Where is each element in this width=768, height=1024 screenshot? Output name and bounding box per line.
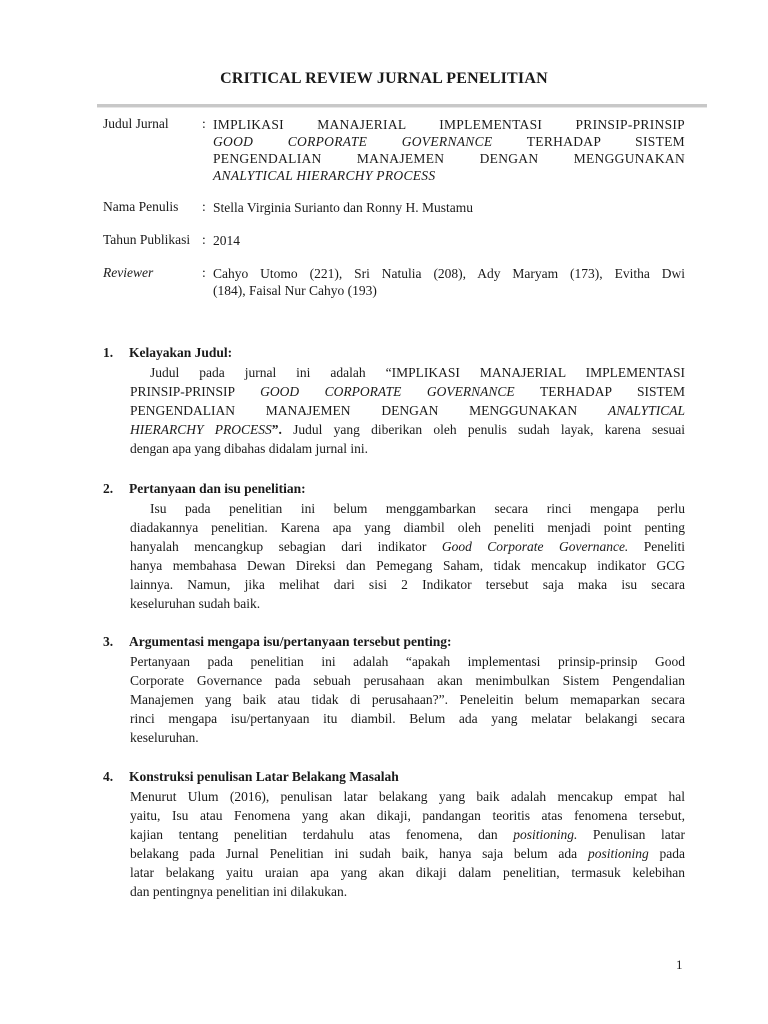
paragraph-text: kajian tentang penelitian terdahulu atas fenomena, dan xyxy=(130,827,514,842)
paragraph-line: keseluruhan. xyxy=(130,730,199,745)
section-body xyxy=(130,787,685,901)
section-heading-text: Konstruksi penulisan Latar Belakang Masalah xyxy=(129,769,399,784)
paragraph-text: Judul yang diberikan oleh penulis sudah layak, karena sesuai xyxy=(281,422,685,437)
paragraph-line xyxy=(130,382,685,401)
paragraph-text: Isu pada penelitian ini belum menggambarkan secara rinci mengapa perlu xyxy=(150,501,685,516)
paragraph-line: keseluruhan sudah baik. xyxy=(130,596,261,611)
meta-tahun-label: Tahun Publikasi xyxy=(103,232,191,247)
judul-line-2 xyxy=(213,133,685,150)
paragraph-text: PENGENDALIAN MANAJEMEN DENGAN MENGGUNAKAN xyxy=(130,403,608,418)
paragraph-line: Manajemen yang baik atau tidak di perusahaan?”. Peneleitin belum memaparkan secara xyxy=(130,692,685,707)
paragraph-line xyxy=(130,844,685,863)
page-number: 1 xyxy=(676,957,683,972)
meta-colon: : xyxy=(202,232,206,247)
section-heading xyxy=(103,634,452,650)
section-heading-text: Pertanyaan dan isu penelitian: xyxy=(129,481,306,496)
judul-line-2-italic: GOOD CORPORATE GOVERNANCE xyxy=(213,134,493,149)
section-heading-text: Argumentasi mengapa isu/pertanyaan tersebut penting: xyxy=(129,634,452,649)
paragraph-line: dengan apa yang dibahas didalam jurnal ini. xyxy=(130,441,369,456)
section-number: 1. xyxy=(103,345,114,360)
paragraph-line: latar belakang yaitu uraian apa yang akan dikaji dalam penelitian, termasuk kelebihan xyxy=(130,865,685,880)
paragraph-line: rinci mengapa isu/pertanyaan itu diambil. Belum ada yang melatar belakangi secara xyxy=(130,711,685,726)
paragraph-line xyxy=(130,537,685,556)
paragraph-line xyxy=(130,420,685,439)
meta-colon: : xyxy=(202,265,206,280)
meta-reviewer-value xyxy=(213,265,685,299)
meta-penulis-value: Stella Virginia Surianto dan Ronny H. Mustamu xyxy=(213,200,474,215)
paragraph-line: diadakannya penelitian. Karena apa yang diambil oleh peneliti menjadi point penting xyxy=(130,520,685,535)
paragraph-bold: ”. xyxy=(271,422,282,437)
judul-line-3: PENGENDALIAN MANAJEMEN DENGAN MENGGUNAKAN xyxy=(213,151,685,166)
paragraph-text: Peneliti xyxy=(628,539,685,554)
paragraph-text: Penulisan latar xyxy=(577,827,685,842)
paragraph-line xyxy=(130,401,685,420)
paragraph-line xyxy=(130,825,685,844)
reviewer-line-2: (184), Faisal Nur Cahyo (193) xyxy=(213,283,377,298)
meta-judul-value xyxy=(213,116,685,184)
title-divider xyxy=(97,104,707,108)
meta-colon: : xyxy=(202,199,206,214)
meta-penulis-label: Nama Penulis xyxy=(103,199,179,214)
paragraph-italic: HIERARCHY PROCESS xyxy=(130,422,272,437)
meta-reviewer-label: Reviewer xyxy=(103,265,154,280)
section-body xyxy=(130,363,685,458)
section-number: 3. xyxy=(103,634,114,649)
section-body xyxy=(130,499,685,613)
judul-line-1: IMPLIKASI MANAJERIAL IMPLEMENTASI PRINSIP-PRINSIP xyxy=(213,117,685,132)
paragraph-line xyxy=(130,499,685,518)
paragraph-text: TERHADAP SISTEM xyxy=(514,384,686,399)
paragraph-line xyxy=(130,363,685,382)
paragraph-line: dan pentingnya penelitian ini dilakukan. xyxy=(130,884,348,899)
meta-judul-label: Judul Jurnal xyxy=(103,116,169,131)
meta-tahun-value: 2014 xyxy=(213,233,240,248)
paragraph-italic: positioning xyxy=(587,846,649,861)
paragraph-line: Menurut Ulum (2016), penulisan latar belakang yang baik adalah mencakup empat hal xyxy=(130,789,685,804)
paragraph-italic: positioning. xyxy=(513,827,578,842)
paragraph-text: PRINSIP-PRINSIP xyxy=(130,384,261,399)
section-body xyxy=(130,652,685,747)
paragraph-text: hanyalah mencangkup sebagian dari indikator xyxy=(130,539,442,554)
paragraph-line: lainnya. Namun, jika melihat dari sisi 2 Indikator tersebut saja maka isu secara xyxy=(130,577,685,592)
meta-colon: : xyxy=(202,116,206,131)
paragraph-text: Judul pada jurnal ini adalah “IMPLIKASI MANAJERIAL IMPLEMENTASI xyxy=(150,365,685,380)
section-heading xyxy=(103,769,399,785)
section-number: 4. xyxy=(103,769,114,784)
paragraph-line: hanya membahasa Dewan Direksi dan Pemegang Saham, tidak mencakup indikator GCG xyxy=(130,558,685,573)
paragraph-line: yaitu, Isu atau Fenomena yang akan dikaji, pandangan teoritis atas fenomena tersebut, xyxy=(130,808,685,823)
paragraph-italic: ANALYTICAL xyxy=(607,403,685,418)
paragraph-text: belakang pada Jurnal Penelitian ini sudah baik, hanya saja belum ada xyxy=(130,846,588,861)
section-heading xyxy=(103,481,306,497)
paragraph-italic: Good Corporate Governance. xyxy=(441,539,629,554)
section-heading xyxy=(103,345,232,361)
paragraph-line: Pertanyaan pada penelitian ini adalah “apakah implementasi prinsip-prinsip Good xyxy=(130,654,685,669)
paragraph-line: Corporate Governance pada sebuah perusahaan akan menimbulkan Sistem Pengendalian xyxy=(130,673,685,688)
judul-line-2-tail: TERHADAP SISTEM xyxy=(492,134,685,149)
paragraph-text: pada xyxy=(648,846,685,861)
paragraph-italic: GOOD CORPORATE GOVERNANCE xyxy=(260,384,515,399)
section-heading-text: Kelayakan Judul: xyxy=(129,345,233,360)
section-number: 2. xyxy=(103,481,114,496)
judul-line-4: ANALYTICAL HIERARCHY PROCESS xyxy=(213,168,436,183)
document-title: CRITICAL REVIEW JURNAL PENELITIAN xyxy=(220,70,548,87)
reviewer-line-1: Cahyo Utomo (221), Sri Natulia (208), Ady Maryam (173), Evitha Dwi xyxy=(213,266,685,281)
